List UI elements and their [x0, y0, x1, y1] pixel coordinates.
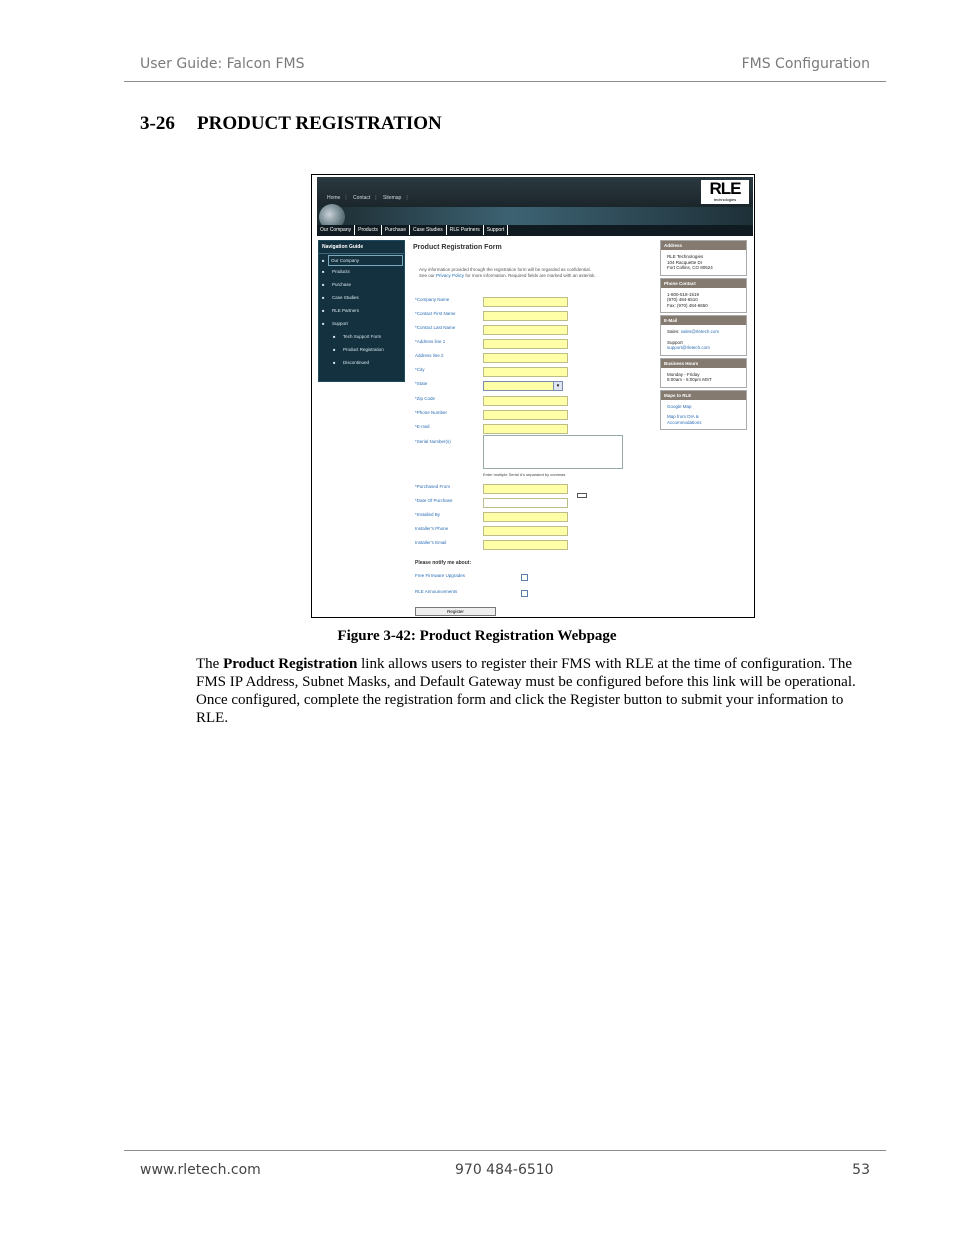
email-title: E-Mail — [661, 316, 746, 325]
state-select[interactable] — [483, 381, 563, 391]
email-content — [661, 325, 746, 355]
figure-caption: Figure 3-42: Product Registration Webpage — [337, 628, 617, 644]
maps-content — [661, 400, 746, 430]
email-input[interactable] — [483, 424, 568, 434]
label-state: *State — [415, 381, 428, 386]
phone-line: Fax: (970) 484-6650 — [667, 302, 708, 308]
section-heading — [140, 113, 442, 135]
first-name-input[interactable] — [483, 311, 568, 321]
label-purchased-from: *Purchased From — [415, 484, 451, 489]
page-number: 53 — [852, 1162, 870, 1178]
phone-content — [661, 288, 746, 313]
address-2-input[interactable] — [483, 353, 568, 363]
site-top-bar — [317, 177, 753, 207]
top-nav: Home | Contact | Sitemap | — [327, 195, 408, 201]
nav-sub-tech-support[interactable]: ■ Tech Support Form — [319, 330, 404, 343]
header-title: User Guide: Falcon FMS — [140, 56, 305, 72]
note-line-2b: for more information. Required fields are marked with an asterisk. — [465, 273, 596, 278]
phone-title: Phone Contact — [661, 279, 746, 288]
address-line: Fort Collins, CO 80524 — [667, 265, 713, 270]
privacy-policy-link[interactable]: Privacy Policy — [436, 273, 465, 278]
calendar-icon[interactable] — [577, 493, 587, 498]
note-line-2a: See our — [419, 273, 435, 278]
contact-sidebar — [660, 240, 747, 432]
accommodations-link[interactable]: Accommodations — [667, 419, 702, 425]
purchased-from-input[interactable] — [483, 484, 568, 494]
label-address-2: Address line 2 — [415, 353, 444, 358]
address-line: 104 Racquette Dr — [667, 259, 703, 265]
site-banner — [317, 207, 753, 225]
label-installed-by: *Installed By — [415, 512, 441, 517]
rle-website — [317, 177, 753, 613]
email-box — [660, 315, 747, 356]
register-button[interactable]: Register — [415, 607, 496, 616]
maps-title: Maps to RLE — [661, 391, 746, 400]
label-serial: *Serial Number(s) — [415, 439, 451, 444]
logo-main: RLE — [709, 179, 741, 198]
body-paragraph — [196, 655, 868, 727]
serial-hint: Enter multiple Serial #'s separated by commas — [483, 472, 566, 477]
top-nav-contact[interactable]: Contact — [353, 195, 371, 201]
phone-box — [660, 278, 747, 314]
installed-by-input[interactable] — [483, 512, 568, 522]
dia-map-link[interactable]: Map from DIA & — [667, 414, 699, 419]
menu-case-studies[interactable]: Case Studies — [410, 225, 447, 235]
menu-our-company[interactable]: Our Company — [317, 225, 355, 235]
last-name-input[interactable] — [483, 325, 568, 335]
sales-email-link[interactable]: sales@rletech.com — [680, 329, 720, 334]
nav-item-our-company[interactable]: ■ Our Company — [329, 256, 402, 265]
installer-phone-input[interactable] — [483, 526, 568, 536]
nav-item-purchase[interactable]: ■ Purchase — [319, 278, 404, 291]
nav-title: Navigation Guide — [319, 241, 404, 254]
nav-item-products[interactable]: ■ Products — [319, 265, 404, 278]
installer-email-input[interactable] — [483, 540, 568, 550]
nav-item-case-studies[interactable]: ■ Case Studies — [319, 291, 404, 304]
address-title: Address — [661, 241, 746, 250]
form-note — [419, 267, 657, 279]
rle-announcements-checkbox[interactable] — [521, 590, 528, 597]
phone-line: 1-800-518-1519 — [667, 291, 700, 297]
label-firmware-upgrades: Free Firmware Upgrades — [415, 573, 466, 578]
nav-item-rle-partners[interactable]: ■ RLE Partners — [319, 304, 404, 317]
nav-sub-discontinued[interactable]: ■ Discontinued — [319, 356, 404, 369]
menu-products[interactable]: Products — [355, 225, 382, 235]
menu-support[interactable]: Support — [484, 225, 509, 235]
address-content — [661, 250, 746, 275]
support-label: Support — [667, 339, 683, 345]
label-email: *E-mail — [415, 424, 430, 429]
phone-line: (970) 484-6510 — [667, 297, 698, 302]
label-date-of-purchase: *Date Of Purchase — [415, 498, 453, 503]
form-title: Product Registration Form — [413, 244, 502, 251]
header-section: FMS Configuration — [741, 56, 870, 72]
footer-rule — [124, 1150, 886, 1151]
figure-screenshot — [311, 174, 755, 618]
date-of-purchase-input[interactable] — [483, 498, 568, 508]
company-name-input[interactable] — [483, 297, 568, 307]
label-installer-phone: Installer's Phone — [415, 526, 449, 531]
registration-form — [413, 240, 658, 614]
main-menu — [317, 225, 753, 236]
rle-logo[interactable] — [701, 180, 749, 204]
label-rle-announcements: RLE Announcements — [415, 589, 458, 594]
logo-sub: technologies — [713, 197, 737, 202]
header-rule — [124, 81, 886, 82]
note-line-1: Any information provided through the registration form will be regarded as confidential. — [419, 267, 591, 272]
zip-input[interactable] — [483, 396, 568, 406]
label-first-name: *Contact First Name — [415, 311, 456, 316]
sales-label: Sales: — [667, 329, 680, 334]
support-email-link[interactable]: support@rletech.com — [667, 345, 710, 350]
maps-box — [660, 390, 747, 431]
hours-content — [661, 368, 746, 387]
top-nav-sitemap[interactable]: Sitemap — [382, 195, 402, 201]
serial-textarea[interactable] — [483, 435, 623, 469]
body-text-post: link allows users to register their FMS with RLE at the time of configuration. The FMS IP Address, Subnet Masks, and Default Gateway must be configured before this link will be operational. Once configured, complete the registration form and click the Register button to submit your information to RLE. — [196, 656, 856, 726]
navigation-guide — [318, 240, 405, 382]
label-city: *City — [415, 367, 425, 372]
city-input[interactable] — [483, 367, 568, 377]
footer-phone: 970 484-6510 — [455, 1162, 554, 1178]
notify-title: Please notify me about: — [415, 560, 472, 566]
nav-item-support[interactable]: ■ Support — [319, 317, 404, 330]
address-1-input[interactable] — [483, 339, 568, 349]
label-installer-email: Installer's Email — [415, 540, 447, 545]
hours-line: 8:00am - 5:00pm MST — [667, 377, 712, 382]
label-last-name: *Contact Last Name — [415, 325, 456, 330]
menu-purchase[interactable]: Purchase — [382, 225, 410, 235]
hours-title: Business Hours — [661, 359, 746, 368]
section-title: PRODUCT REGISTRATION — [197, 113, 442, 134]
label-phone: *Phone Number — [415, 410, 448, 415]
label-zip: *Zip Code — [415, 396, 436, 401]
address-box — [660, 240, 747, 276]
body-text-bold: Product Registration — [223, 656, 358, 672]
hours-line: Monday - Friday — [667, 371, 700, 377]
hours-box — [660, 358, 747, 388]
footer-website: www.rletech.com — [140, 1162, 261, 1178]
chevron-down-icon: ▾ — [553, 381, 563, 391]
menu-rle-partners[interactable]: RLE Partners — [447, 225, 484, 235]
phone-input[interactable] — [483, 410, 568, 420]
nav-sub-product-registration[interactable]: ■ Product Registration — [319, 343, 404, 356]
firmware-upgrades-checkbox[interactable] — [521, 574, 528, 581]
label-company-name: *Company Name — [415, 297, 450, 302]
section-number: 3-26 — [140, 113, 175, 134]
body-text-pre: The — [196, 656, 224, 672]
address-line: RLE Technologies — [667, 254, 704, 259]
top-nav-home[interactable]: Home — [327, 195, 341, 201]
label-address-1: *Address line 1 — [415, 339, 446, 344]
google-map-link[interactable]: Google Map — [667, 403, 692, 409]
